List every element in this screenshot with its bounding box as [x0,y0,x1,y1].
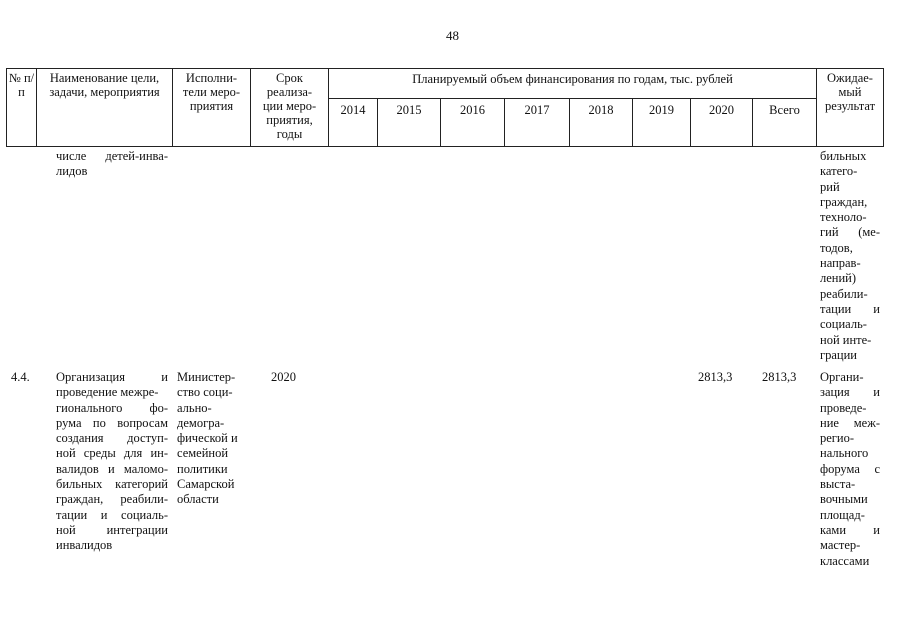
text-line: ство соци- [177,385,233,400]
text-line: форума с [820,461,880,476]
text-line: гий (ме- [820,225,880,240]
text-line: инвалидов [56,538,113,553]
text-line: бильных категорий [56,477,168,492]
text-line: социаль- [820,317,867,332]
text-line: граждан, [820,194,868,209]
text-line: ние меж- [820,415,880,430]
row-name [56,370,168,554]
text-line: создания доступ- [56,431,168,446]
header-top-border [6,68,884,69]
text-line: площад- [820,507,865,522]
text-line: области [177,492,219,507]
text-line: тации и [820,301,880,316]
text-line: рума по вопросам [56,415,168,430]
header-year-2014: 2014 [340,103,366,117]
text-line: классами [820,553,870,568]
header-col-executors: Исполни- тели меро- приятия [182,71,241,113]
page-number: 48 [446,28,459,43]
text-line: проведе- [820,400,867,415]
text-line: Организация и [56,370,168,384]
header-year-2015: 2015 [396,103,422,117]
text-line: демогра- [177,415,225,430]
text-line: ной интеграции [56,522,168,537]
text-line: техноло- [820,210,867,225]
text-line: ной среды для ин- [56,446,168,461]
header-col-number: № п/п [8,71,35,99]
header-year-2020: 2020 [709,103,734,117]
text-line: граждан, реабили- [56,492,168,507]
text-line: реабили- [820,286,868,301]
continuation-name [56,149,168,180]
row-term: 2020 [271,370,296,384]
text-line: числе детей-инва- [56,149,168,163]
text-line: рий [820,179,840,194]
header-total: Всего [769,103,800,117]
text-line: тации и социаль- [56,507,168,522]
text-line: фической и [177,431,238,446]
text-line: направ- [820,256,861,271]
text-line: ально- [177,400,212,415]
text-line: гионального фо- [56,400,168,415]
header-year-2018: 2018 [588,103,614,117]
text-line: выста- [820,477,856,492]
row-value-2020: 2813,3 [698,370,733,384]
row-value-total: 2813,3 [762,370,797,384]
text-line: ками и [820,522,880,537]
row-result [820,370,880,569]
text-line: семейной [177,446,229,461]
header-year-2017: 2017 [524,103,550,117]
text-line: мастер- [820,538,861,553]
text-line: Министер- [177,370,236,384]
text-line: лидов [56,164,88,179]
text-line: проведение межре- [56,385,159,400]
text-line: Органи- [820,370,864,384]
table-header [6,68,884,147]
text-line: политики [177,461,228,476]
text-line: валидов и маломо- [56,461,168,476]
text-line: лений) [820,271,857,286]
header-col-name: Наименование цели, задачи, мероприятия [49,71,160,99]
header-year-2016: 2016 [460,103,485,117]
text-line: Самарской [177,477,235,492]
header-year-2019: 2019 [649,103,674,117]
text-line: ной инте- [820,332,872,347]
row-executor [177,370,252,508]
row-number: 4.4. [11,370,30,384]
header-col-funding: Планируемый объем финансирования по годам, тыс. рублей [412,72,733,86]
header-col-term: Срок реализа- ции меро- приятия, годы [262,71,317,141]
text-line: бильных [820,149,867,163]
text-line: катего- [820,164,858,179]
header-col-result: Ожидае- мый результат [824,71,876,113]
text-line: грации [820,347,857,362]
text-line: регио- [820,431,855,446]
continuation-result [820,149,880,363]
text-line: нального [820,446,869,461]
years-divider [328,98,816,99]
text-line: тодов, [820,240,853,255]
text-line: вочными [820,492,868,507]
text-line: зация и [820,385,880,400]
